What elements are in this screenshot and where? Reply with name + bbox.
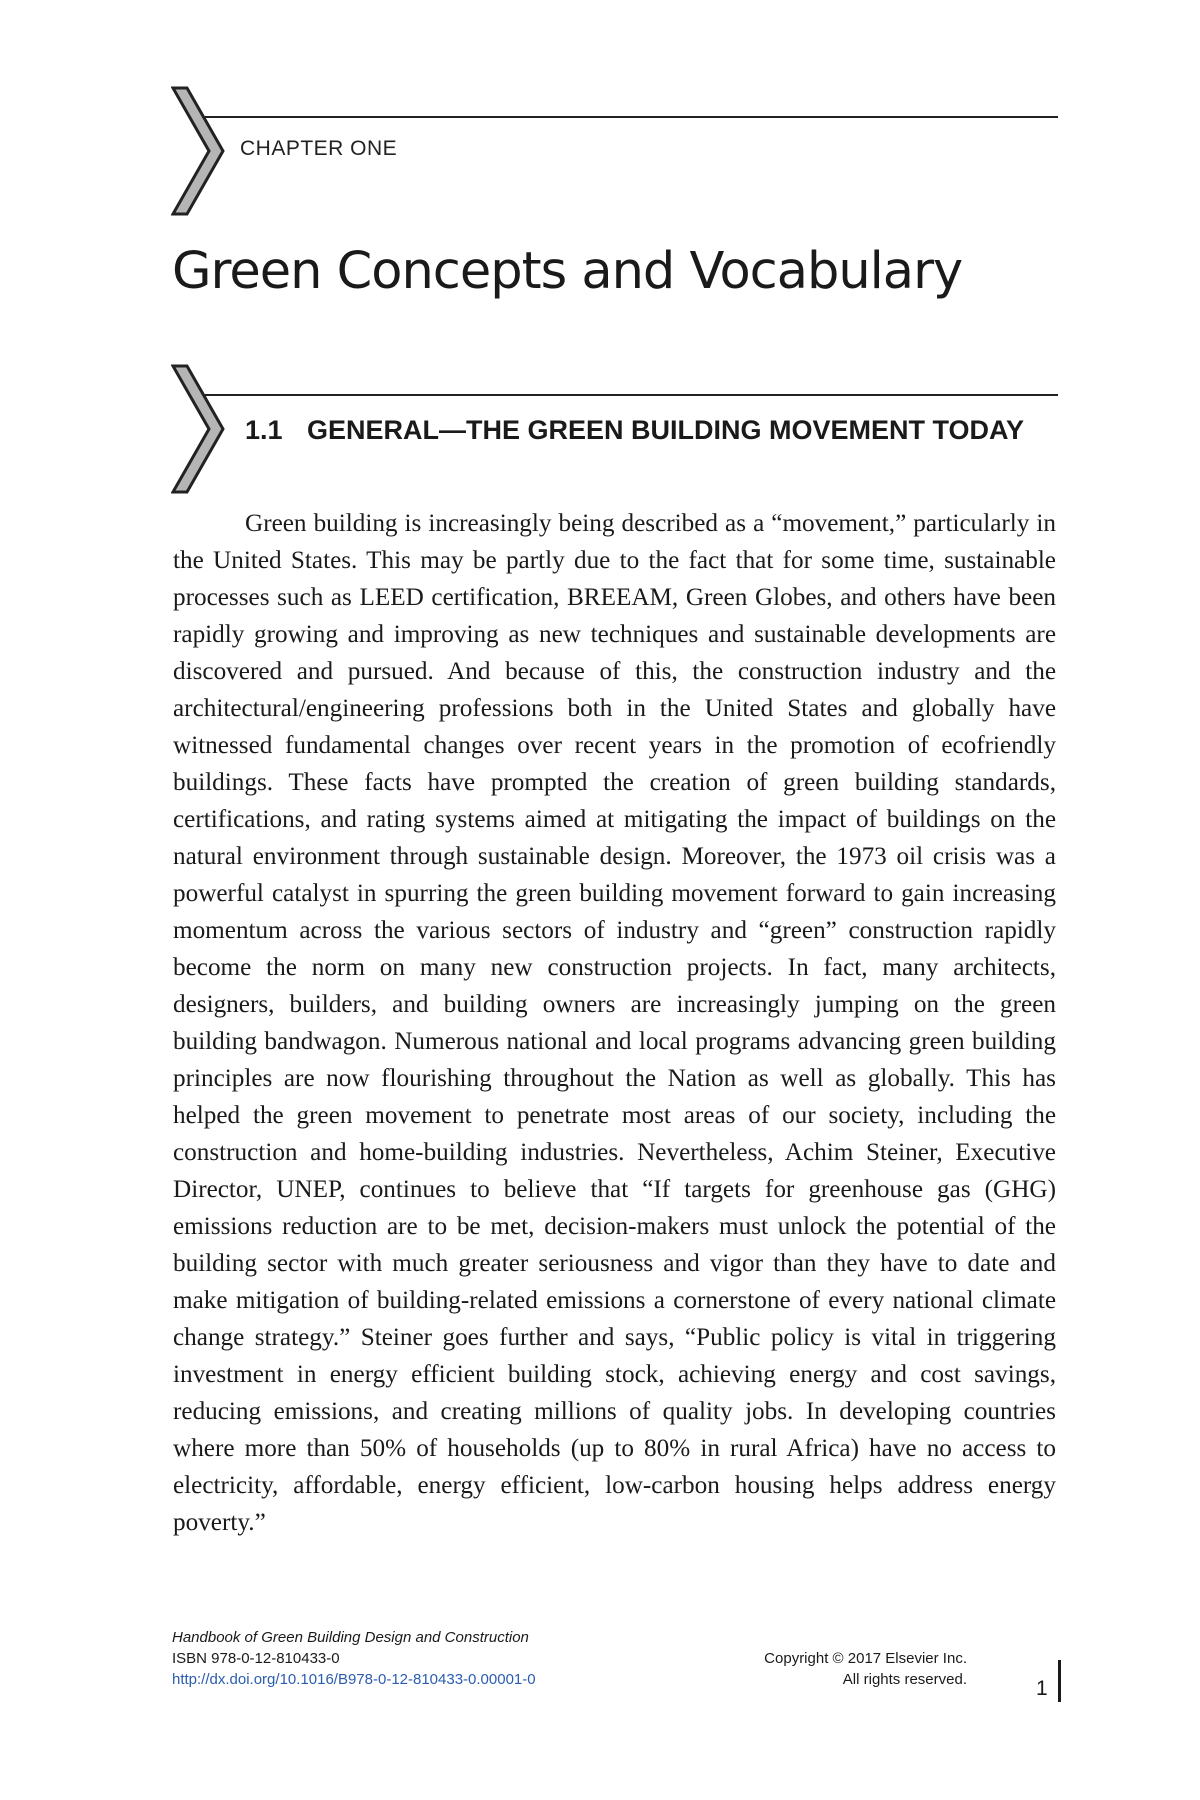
chapter-chevron-icon xyxy=(171,86,225,216)
doi-link[interactable]: http://dx.doi.org/10.1016/B978-0-12-810433-0.00001-0 xyxy=(172,1671,536,1688)
section-chevron-icon xyxy=(171,364,225,494)
chapter-title: Green Concepts and Vocabulary xyxy=(172,242,963,301)
isbn: ISBN 978-0-12-810433-0 xyxy=(172,1650,340,1667)
page-footer xyxy=(172,1627,1072,1717)
body-paragraph: Green building is increasingly being described as a “movement,” particularly in the United States. This may be partly due to the fact that for some time, sustainable processes such as LEED certification, BREEAM, Green Globes, and others have been rapidly growing and improving as new techniques and sustainable developments are discovered and pursued. And because of this, the construction industry and the architectural/engineering professions both in the United States and globally have witnessed fundamental changes over recent years in the promotion of ecofriendly buildings. These facts have prompted the creation of green building standards, certifications, and rating systems aimed at mitigating the impact of buildings on the natural environment through sustainable design. Moreover, the 1973 oil crisis was a powerful catalyst in spurring the green building movement forward to gain increasing momentum across the various sectors of industry and “green” construction rapidly become the norm on many new construction projects. In fact, many architects, designers, builders, and building owners are increasingly jumping on the green building bandwagon. Numerous national and local programs advancing green building principles are now flourishing throughout the Nation as well as globally. This has helped the green movement to penetrate most areas of our society, including the construction and home-building industries. Nevertheless, Achim Steiner, Executive Director, UNEP, continues to believe that “If targets for greenhouse gas (GHG) emissions reduction are to be met, decision-makers must unlock the potential of the building sector with much greater seriousness and vigor than they have to date and make mitigation of building-related emissions a cornerstone of every national climate change strategy.” Steiner goes further and says, “Public policy is vital in triggering investment in energy efficient building stock, achieving energy and cost savings, reducing emissions, and creating millions of quality jobs. In developing countries where more than 50% of households (up to 80% in rural Africa) have no access to electricity, affordable, energy efficient, low-carbon housing helps address energy poverty.” xyxy=(173,510,1056,1536)
page-number-bar xyxy=(1058,1660,1061,1702)
chapter-label: CHAPTER ONE xyxy=(240,137,398,160)
book-title: Handbook of Green Building Design and Construction xyxy=(172,1629,529,1646)
page-number: 1 xyxy=(1036,1677,1048,1700)
section-heading xyxy=(245,414,1075,447)
chapter-rule xyxy=(205,116,1058,118)
rights-notice: All rights reserved. xyxy=(842,1671,967,1688)
copyright-notice: Copyright © 2017 Elsevier Inc. xyxy=(764,1650,967,1667)
section-rule xyxy=(205,394,1058,396)
section-number: 1.1 xyxy=(245,415,283,445)
section-title: GENERAL—THE GREEN BUILDING MOVEMENT TODAY xyxy=(307,415,1025,445)
